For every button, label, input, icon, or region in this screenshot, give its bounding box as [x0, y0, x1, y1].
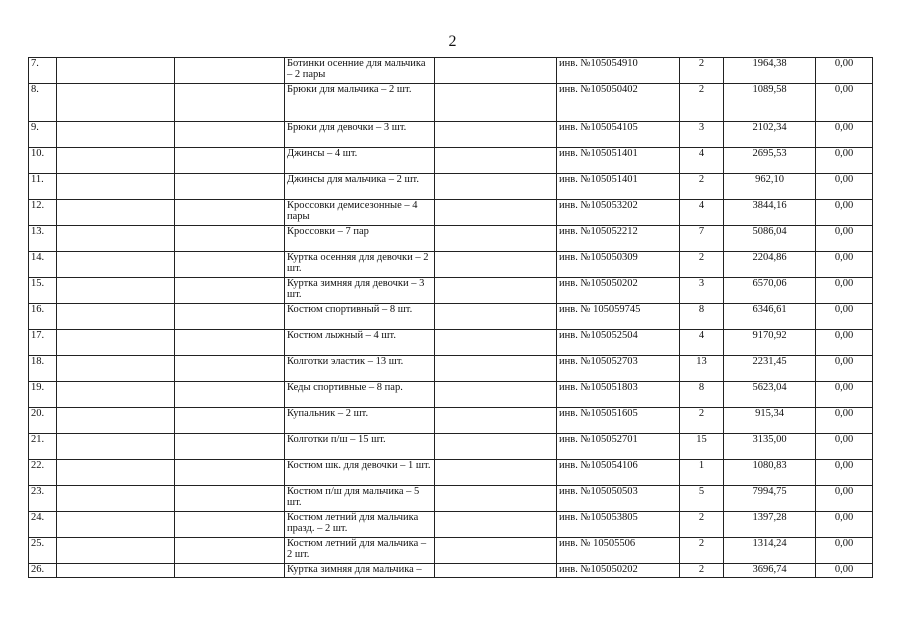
item-sum: 3135,00 — [724, 434, 816, 460]
empty-cell — [175, 174, 285, 200]
inventory-number: инв. №105052701 — [557, 434, 680, 460]
row-number: 25. — [29, 538, 57, 564]
inventory-number: инв. №105054106 — [557, 460, 680, 486]
table-row — [29, 434, 873, 460]
row-number: 26. — [29, 564, 57, 578]
row-number: 18. — [29, 356, 57, 382]
empty-cell — [57, 200, 175, 226]
inventory-number: инв. №105053202 — [557, 200, 680, 226]
inventory-number: инв. №105051605 — [557, 408, 680, 434]
item-residual-value: 0,00 — [816, 122, 873, 148]
empty-cell — [435, 356, 557, 382]
empty-cell — [175, 84, 285, 122]
item-name: Кроссовки демисезонные – 4 пары — [285, 200, 435, 226]
row-number: 23. — [29, 486, 57, 512]
inventory-number: инв. №105050309 — [557, 252, 680, 278]
item-quantity: 7 — [680, 226, 724, 252]
item-sum: 2102,34 — [724, 122, 816, 148]
row-number: 9. — [29, 122, 57, 148]
row-number: 22. — [29, 460, 57, 486]
empty-cell — [57, 382, 175, 408]
empty-cell — [57, 84, 175, 122]
empty-cell — [435, 122, 557, 148]
row-number: 10. — [29, 148, 57, 174]
inventory-number: инв. №105050202 — [557, 564, 680, 578]
empty-cell — [57, 330, 175, 356]
item-residual-value: 0,00 — [816, 200, 873, 226]
empty-cell — [175, 564, 285, 578]
table-row — [29, 356, 873, 382]
table-row — [29, 174, 873, 200]
empty-cell — [435, 174, 557, 200]
empty-cell — [435, 512, 557, 538]
item-quantity: 2 — [680, 84, 724, 122]
item-quantity: 8 — [680, 382, 724, 408]
item-sum: 7994,75 — [724, 486, 816, 512]
row-number: 14. — [29, 252, 57, 278]
item-quantity: 8 — [680, 304, 724, 330]
item-name: Костюм спортивный – 8 шт. — [285, 304, 435, 330]
empty-cell — [57, 538, 175, 564]
table-row — [29, 408, 873, 434]
empty-cell — [57, 252, 175, 278]
empty-cell — [57, 486, 175, 512]
inventory-number: инв. №105053805 — [557, 512, 680, 538]
empty-cell — [57, 512, 175, 538]
row-number: 15. — [29, 278, 57, 304]
item-sum: 3696,74 — [724, 564, 816, 578]
item-residual-value: 0,00 — [816, 538, 873, 564]
table-row — [29, 330, 873, 356]
item-residual-value: 0,00 — [816, 356, 873, 382]
empty-cell — [175, 252, 285, 278]
empty-cell — [57, 174, 175, 200]
empty-cell — [175, 460, 285, 486]
item-sum: 6346,61 — [724, 304, 816, 330]
item-name: Костюм лыжный – 4 шт. — [285, 330, 435, 356]
item-residual-value: 0,00 — [816, 564, 873, 578]
table-row — [29, 200, 873, 226]
row-number: 24. — [29, 512, 57, 538]
inventory-number: инв. №105051803 — [557, 382, 680, 408]
empty-cell — [57, 226, 175, 252]
item-residual-value: 0,00 — [816, 460, 873, 486]
item-name: Купальник – 2 шт. — [285, 408, 435, 434]
item-quantity: 4 — [680, 200, 724, 226]
empty-cell — [57, 58, 175, 84]
empty-cell — [57, 122, 175, 148]
table-row — [29, 278, 873, 304]
row-number: 8. — [29, 84, 57, 122]
inventory-table — [28, 57, 873, 578]
item-quantity: 3 — [680, 278, 724, 304]
row-number: 13. — [29, 226, 57, 252]
row-number: 12. — [29, 200, 57, 226]
item-residual-value: 0,00 — [816, 408, 873, 434]
item-sum: 1089,58 — [724, 84, 816, 122]
item-residual-value: 0,00 — [816, 252, 873, 278]
inventory-number: инв. №105051401 — [557, 148, 680, 174]
empty-cell — [175, 226, 285, 252]
item-name: Кроссовки – 7 пар — [285, 226, 435, 252]
inventory-number: инв. №105054910 — [557, 58, 680, 84]
empty-cell — [175, 58, 285, 84]
item-quantity: 3 — [680, 122, 724, 148]
item-quantity: 1 — [680, 460, 724, 486]
item-residual-value: 0,00 — [816, 382, 873, 408]
item-residual-value: 0,00 — [816, 486, 873, 512]
empty-cell — [435, 408, 557, 434]
row-number: 19. — [29, 382, 57, 408]
item-quantity: 2 — [680, 58, 724, 84]
empty-cell — [57, 278, 175, 304]
item-sum: 1314,24 — [724, 538, 816, 564]
item-sum: 1964,38 — [724, 58, 816, 84]
empty-cell — [57, 304, 175, 330]
table-row — [29, 304, 873, 330]
table-row — [29, 252, 873, 278]
empty-cell — [175, 278, 285, 304]
item-name: Костюм шк. для девочки – 1 шт. — [285, 460, 435, 486]
item-quantity: 2 — [680, 174, 724, 200]
empty-cell — [175, 330, 285, 356]
item-residual-value: 0,00 — [816, 174, 873, 200]
item-sum: 2695,53 — [724, 148, 816, 174]
item-residual-value: 0,00 — [816, 304, 873, 330]
item-sum: 1397,28 — [724, 512, 816, 538]
item-name: Костюм летний для мальчика празд. – 2 шт. — [285, 512, 435, 538]
item-residual-value: 0,00 — [816, 434, 873, 460]
empty-cell — [435, 84, 557, 122]
table-row — [29, 148, 873, 174]
empty-cell — [435, 148, 557, 174]
row-number: 11. — [29, 174, 57, 200]
item-sum: 9170,92 — [724, 330, 816, 356]
empty-cell — [435, 434, 557, 460]
empty-cell — [57, 564, 175, 578]
table-row — [29, 122, 873, 148]
inventory-number: инв. №105052504 — [557, 330, 680, 356]
item-sum: 5086,04 — [724, 226, 816, 252]
table-row — [29, 512, 873, 538]
empty-cell — [435, 304, 557, 330]
empty-cell — [175, 304, 285, 330]
empty-cell — [175, 356, 285, 382]
item-quantity: 2 — [680, 252, 724, 278]
item-quantity: 5 — [680, 486, 724, 512]
item-sum: 962,10 — [724, 174, 816, 200]
item-name: Кеды спортивные – 8 пар. — [285, 382, 435, 408]
empty-cell — [175, 512, 285, 538]
table-row — [29, 84, 873, 122]
inventory-number: инв. №105052703 — [557, 356, 680, 382]
item-sum: 2204,86 — [724, 252, 816, 278]
empty-cell — [175, 486, 285, 512]
item-residual-value: 0,00 — [816, 148, 873, 174]
item-residual-value: 0,00 — [816, 58, 873, 84]
empty-cell — [175, 408, 285, 434]
inventory-number: инв. №105050402 — [557, 84, 680, 122]
inventory-number: инв. №105050202 — [557, 278, 680, 304]
item-name: Колготки п/ш – 15 шт. — [285, 434, 435, 460]
row-number: 17. — [29, 330, 57, 356]
inventory-number: инв. №105054105 — [557, 122, 680, 148]
item-residual-value: 0,00 — [816, 226, 873, 252]
inventory-number: инв. № 10505506 — [557, 538, 680, 564]
empty-cell — [57, 148, 175, 174]
item-sum: 3844,16 — [724, 200, 816, 226]
item-name: Костюм летний для мальчика – 2 шт. — [285, 538, 435, 564]
item-sum: 6570,06 — [724, 278, 816, 304]
inventory-number: инв. № 105059745 — [557, 304, 680, 330]
item-sum: 2231,45 — [724, 356, 816, 382]
empty-cell — [435, 460, 557, 486]
empty-cell — [175, 200, 285, 226]
item-residual-value: 0,00 — [816, 330, 873, 356]
empty-cell — [175, 382, 285, 408]
item-name: Джинсы для мальчика – 2 шт. — [285, 174, 435, 200]
empty-cell — [435, 382, 557, 408]
item-name: Ботинки осенние для мальчика – 2 пары — [285, 58, 435, 84]
empty-cell — [57, 460, 175, 486]
page-number: 2 — [448, 33, 457, 50]
empty-cell — [175, 122, 285, 148]
item-name: Колготки эластик – 13 шт. — [285, 356, 435, 382]
empty-cell — [435, 252, 557, 278]
item-quantity: 15 — [680, 434, 724, 460]
item-sum: 5623,04 — [724, 382, 816, 408]
item-quantity: 2 — [680, 538, 724, 564]
empty-cell — [435, 330, 557, 356]
item-quantity: 2 — [680, 408, 724, 434]
empty-cell — [435, 226, 557, 252]
empty-cell — [435, 278, 557, 304]
empty-cell — [435, 564, 557, 578]
item-name: Костюм п/ш для мальчика – 5 шт. — [285, 486, 435, 512]
empty-cell — [435, 538, 557, 564]
row-number: 21. — [29, 434, 57, 460]
empty-cell — [57, 408, 175, 434]
empty-cell — [435, 486, 557, 512]
table-row — [29, 382, 873, 408]
inventory-number: инв. №105051401 — [557, 174, 680, 200]
item-sum: 1080,83 — [724, 460, 816, 486]
empty-cell — [57, 356, 175, 382]
item-quantity: 13 — [680, 356, 724, 382]
table-row — [29, 486, 873, 512]
empty-cell — [435, 200, 557, 226]
item-quantity: 2 — [680, 512, 724, 538]
inventory-number: инв. №105050503 — [557, 486, 680, 512]
item-name: Куртка зимняя для мальчика – — [285, 564, 435, 578]
item-name: Куртка зимняя для девочки – 3 шт. — [285, 278, 435, 304]
item-residual-value: 0,00 — [816, 84, 873, 122]
item-quantity: 2 — [680, 564, 724, 578]
row-number: 20. — [29, 408, 57, 434]
empty-cell — [175, 538, 285, 564]
item-sum: 915,34 — [724, 408, 816, 434]
empty-cell — [175, 148, 285, 174]
empty-cell — [435, 58, 557, 84]
row-number: 16. — [29, 304, 57, 330]
table-row — [29, 538, 873, 564]
item-quantity: 4 — [680, 330, 724, 356]
table-row — [29, 226, 873, 252]
table-row — [29, 460, 873, 486]
empty-cell — [57, 434, 175, 460]
table-row — [29, 564, 873, 578]
item-residual-value: 0,00 — [816, 278, 873, 304]
inventory-number: инв. №105052212 — [557, 226, 680, 252]
item-residual-value: 0,00 — [816, 512, 873, 538]
empty-cell — [175, 434, 285, 460]
item-quantity: 4 — [680, 148, 724, 174]
item-name: Куртка осенняя для девочки – 2 шт. — [285, 252, 435, 278]
table-row — [29, 58, 873, 84]
item-name: Джинсы – 4 шт. — [285, 148, 435, 174]
row-number: 7. — [29, 58, 57, 84]
item-name: Брюки для девочки – 3 шт. — [285, 122, 435, 148]
item-name: Брюки для мальчика – 2 шт. — [285, 84, 435, 122]
